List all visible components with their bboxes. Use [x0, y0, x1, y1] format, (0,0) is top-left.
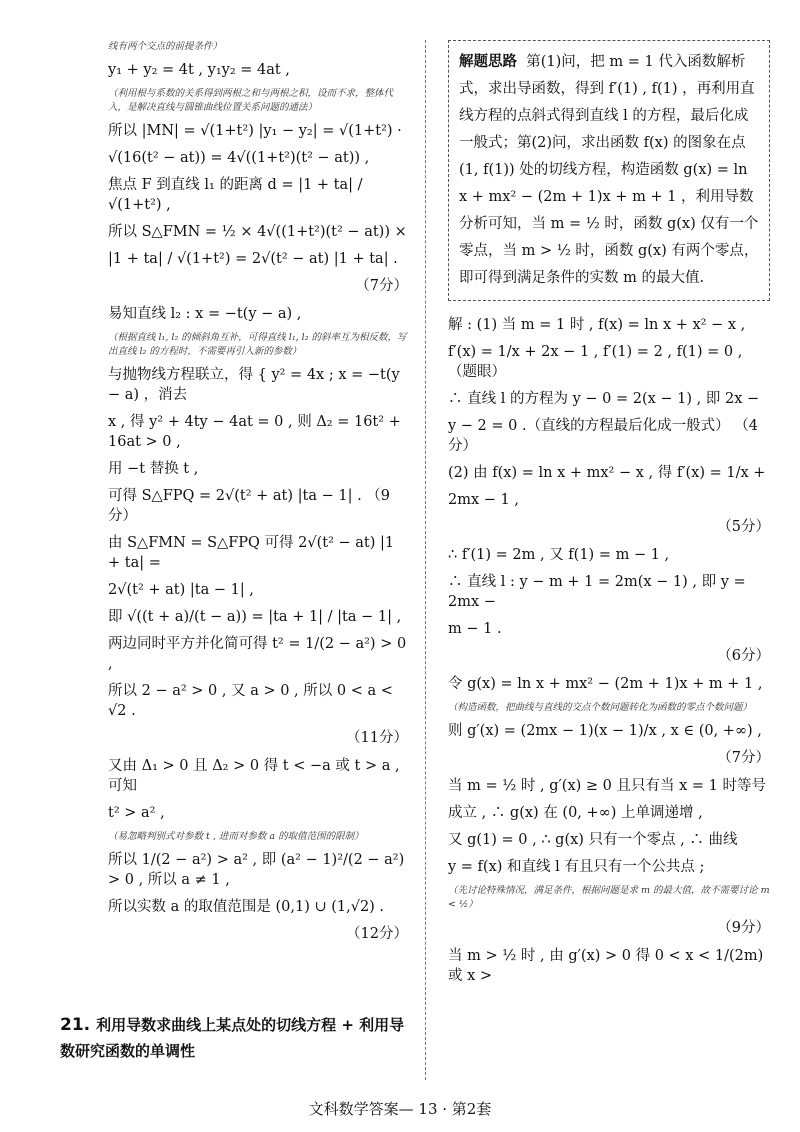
annotation-note: 线有两个交点的前提条件） — [108, 41, 223, 52]
solution-idea-body: 第(1)问，把 m = 1 代入函数解析式，求出导函数，得到 f′(1) , f(1) ，再利用直线方程的点斜式得到直线 l 的方程，最后化成一般式；第(2)问，求出函数 f(x) 的图象在点 (1, f(1)) 处的切线方程，构造函数 g(x) = ln x + mx² − (2m + 1)x + m + 1 ，利用导数分析可知，当 m = ½ 时，函数 g(x) 仅有一个零点，当 m > ½ 时，函数 g(x) 有两个零点，即可得到满足条件的实数 m 的最大值. — [459, 54, 759, 286]
score-mark: （11分） — [346, 730, 408, 746]
annotation-note: （先讨论特殊情况，满足条件，根据问题是求 m 的最大值，故不需要讨论 m < ½） — [448, 885, 770, 910]
math-line: 2mx − 1 , — [448, 492, 519, 508]
math-line: 则 g′(x) = (2mx − 1)(x − 1)/x , x ∈ (0, +∞) , — [448, 723, 762, 739]
math-line: f′(x) = 1/x + 2x − 1 , f′(1) = 2 , f(1) = 0 ,（题眼） — [448, 344, 743, 380]
math-line: 即 √((t + a)/(t − a)) = |ta + 1| / |ta − 1| , — [108, 609, 402, 625]
question-title: 利用导数求曲线上某点处的切线方程 + 利用导数研究函数的单调性 — [60, 1016, 405, 1060]
math-line: ∴ 直线 l : y − m + 1 = 2m(x − 1) , 即 y = 2mx − — [448, 574, 746, 610]
math-line: ∴ 直线 l 的方程为 y − 0 = 2(x − 1) , 即 2x − — [448, 391, 760, 407]
score-mark: （5分） — [717, 519, 770, 535]
math-line: 当 m > ½ 时 , 由 g′(x) > 0 得 0 < x < 1/(2m) 或 x > — [448, 948, 764, 984]
math-line: 当 m = ½ 时 , g′(x) ≥ 0 且只有当 x = 1 时等号 — [448, 778, 766, 794]
math-line: 令 g(x) = ln x + mx² − (2m + 1)x + m + 1 , — [448, 676, 763, 692]
math-line: 成立 , ∴ g(x) 在 (0, +∞) 上单调递增 , — [448, 805, 703, 821]
math-line: 易知直线 l₂ : x = −t(y − a) , — [108, 306, 302, 322]
right-solution-lines — [448, 315, 770, 986]
math-line: 所以实数 a 的取值范围是 (0,1) ∪ (1,√2) . — [108, 899, 385, 915]
math-line: 解 : (1) 当 m = 1 时 , f(x) = ln x + x² − x , — [448, 317, 746, 333]
page-footer: 文科数学答案— 13 · 第2套 — [308, 1100, 492, 1118]
math-line: 所以 2 − a² > 0 , 又 a > 0 , 所以 0 < a < √2 . — [108, 683, 393, 719]
math-line: (2) 由 f(x) = ln x + mx² − x , 得 f′(x) = 1/x + — [448, 465, 766, 481]
solution-idea-box — [448, 40, 770, 301]
math-line: 与抛物线方程联立，得 { y² = 4x ; x = −t(y − a) ，消去 — [108, 367, 400, 403]
math-line: ∴ f′(1) = 2m , 又 f(1) = m − 1 , — [448, 547, 670, 563]
annotation-note: （构造函数，把曲线与直线的交点个数问题转化为函数的零点个数问题） — [448, 702, 753, 713]
score-mark: （12分） — [346, 926, 408, 942]
question-heading — [60, 1012, 410, 1064]
score-mark: （6分） — [717, 648, 770, 664]
left-column — [108, 40, 408, 952]
score-mark: （7分） — [355, 278, 408, 294]
solution-idea-text — [459, 49, 759, 292]
math-line: 又由 Δ₁ > 0 且 Δ₂ > 0 得 t < −a 或 t > a , 可知 — [108, 758, 400, 794]
right-column — [448, 40, 770, 993]
score-mark: （9分） — [717, 920, 770, 936]
math-line: 所以 |MN| = √(1+t²) |y₁ − y₂| = √(1+t²) · — [108, 123, 402, 139]
math-line: 2√(t² + at) |ta − 1| , — [108, 582, 254, 598]
math-line: 由 S△FMN = S△FPQ 可得 2√(t² − at) |1 + ta| = — [108, 535, 395, 571]
math-line: 两边同时平方并化简可得 t² = 1/(2 − a²) > 0 , — [108, 636, 407, 672]
math-line: 所以 1/(2 − a²) > a² , 即 (a² − 1)²/(2 − a²) > 0 , 所以 a ≠ 1 , — [108, 852, 405, 888]
question-number: 21. — [60, 1015, 91, 1035]
math-line: 焦点 F 到直线 l₁ 的距离 d = |1 + ta| / √(1+t²) , — [108, 177, 363, 213]
math-line: t² > a² , — [108, 805, 165, 821]
annotation-note: （易忽略判别式对参数 t , 进而对参数 a 的取值范围的限制） — [108, 831, 364, 842]
math-line: y − 2 = 0 .（直线的方程最后化成一般式） （4分） — [448, 418, 758, 454]
math-line: y₁ + y₂ = 4t , y₁y₂ = 4at , — [108, 62, 290, 78]
math-line: √(16(t² − at)) = 4√((1+t²)(t² − at)) , — [108, 150, 370, 166]
column-divider — [425, 40, 426, 1080]
math-line: 所以 S△FMN = ½ × 4√((1+t²)(t² − at)) × — [108, 224, 407, 240]
annotation-note: （利用根与系数的关系得到两根之和与两根之积，设而不求，整体代入，是解决直线与圆锥曲线位置关系问题的通法） — [108, 88, 394, 113]
math-line: x , 得 y² + 4ty − 4at = 0 , 则 Δ₂ = 16t² + 16at > 0 , — [108, 414, 401, 450]
math-line: y = f(x) 和直线 l 有且只有一个公共点 ; — [448, 859, 705, 875]
math-line: |1 + ta| / √(1+t²) = 2√(t² − at) |1 + ta| . — [108, 251, 398, 267]
annotation-note: （根据直线 l₁, l₂ 的倾斜角互补，可得直线 l₁, l₂ 的斜率互为相反数，写出直线 l₂ 的方程时，不需要再引入新的参数） — [108, 332, 407, 357]
math-line: 又 g(1) = 0 , ∴ g(x) 只有一个零点 , ∴ 曲线 — [448, 832, 738, 848]
math-line: 可得 S△FPQ = 2√(t² + at) |ta − 1| . （9分） — [108, 488, 391, 524]
score-mark: （7分） — [717, 750, 770, 766]
solution-idea-label: 解题思路 — [459, 54, 517, 70]
math-line: m − 1 . — [448, 621, 502, 637]
math-line: 用 −t 替换 t , — [108, 461, 199, 477]
